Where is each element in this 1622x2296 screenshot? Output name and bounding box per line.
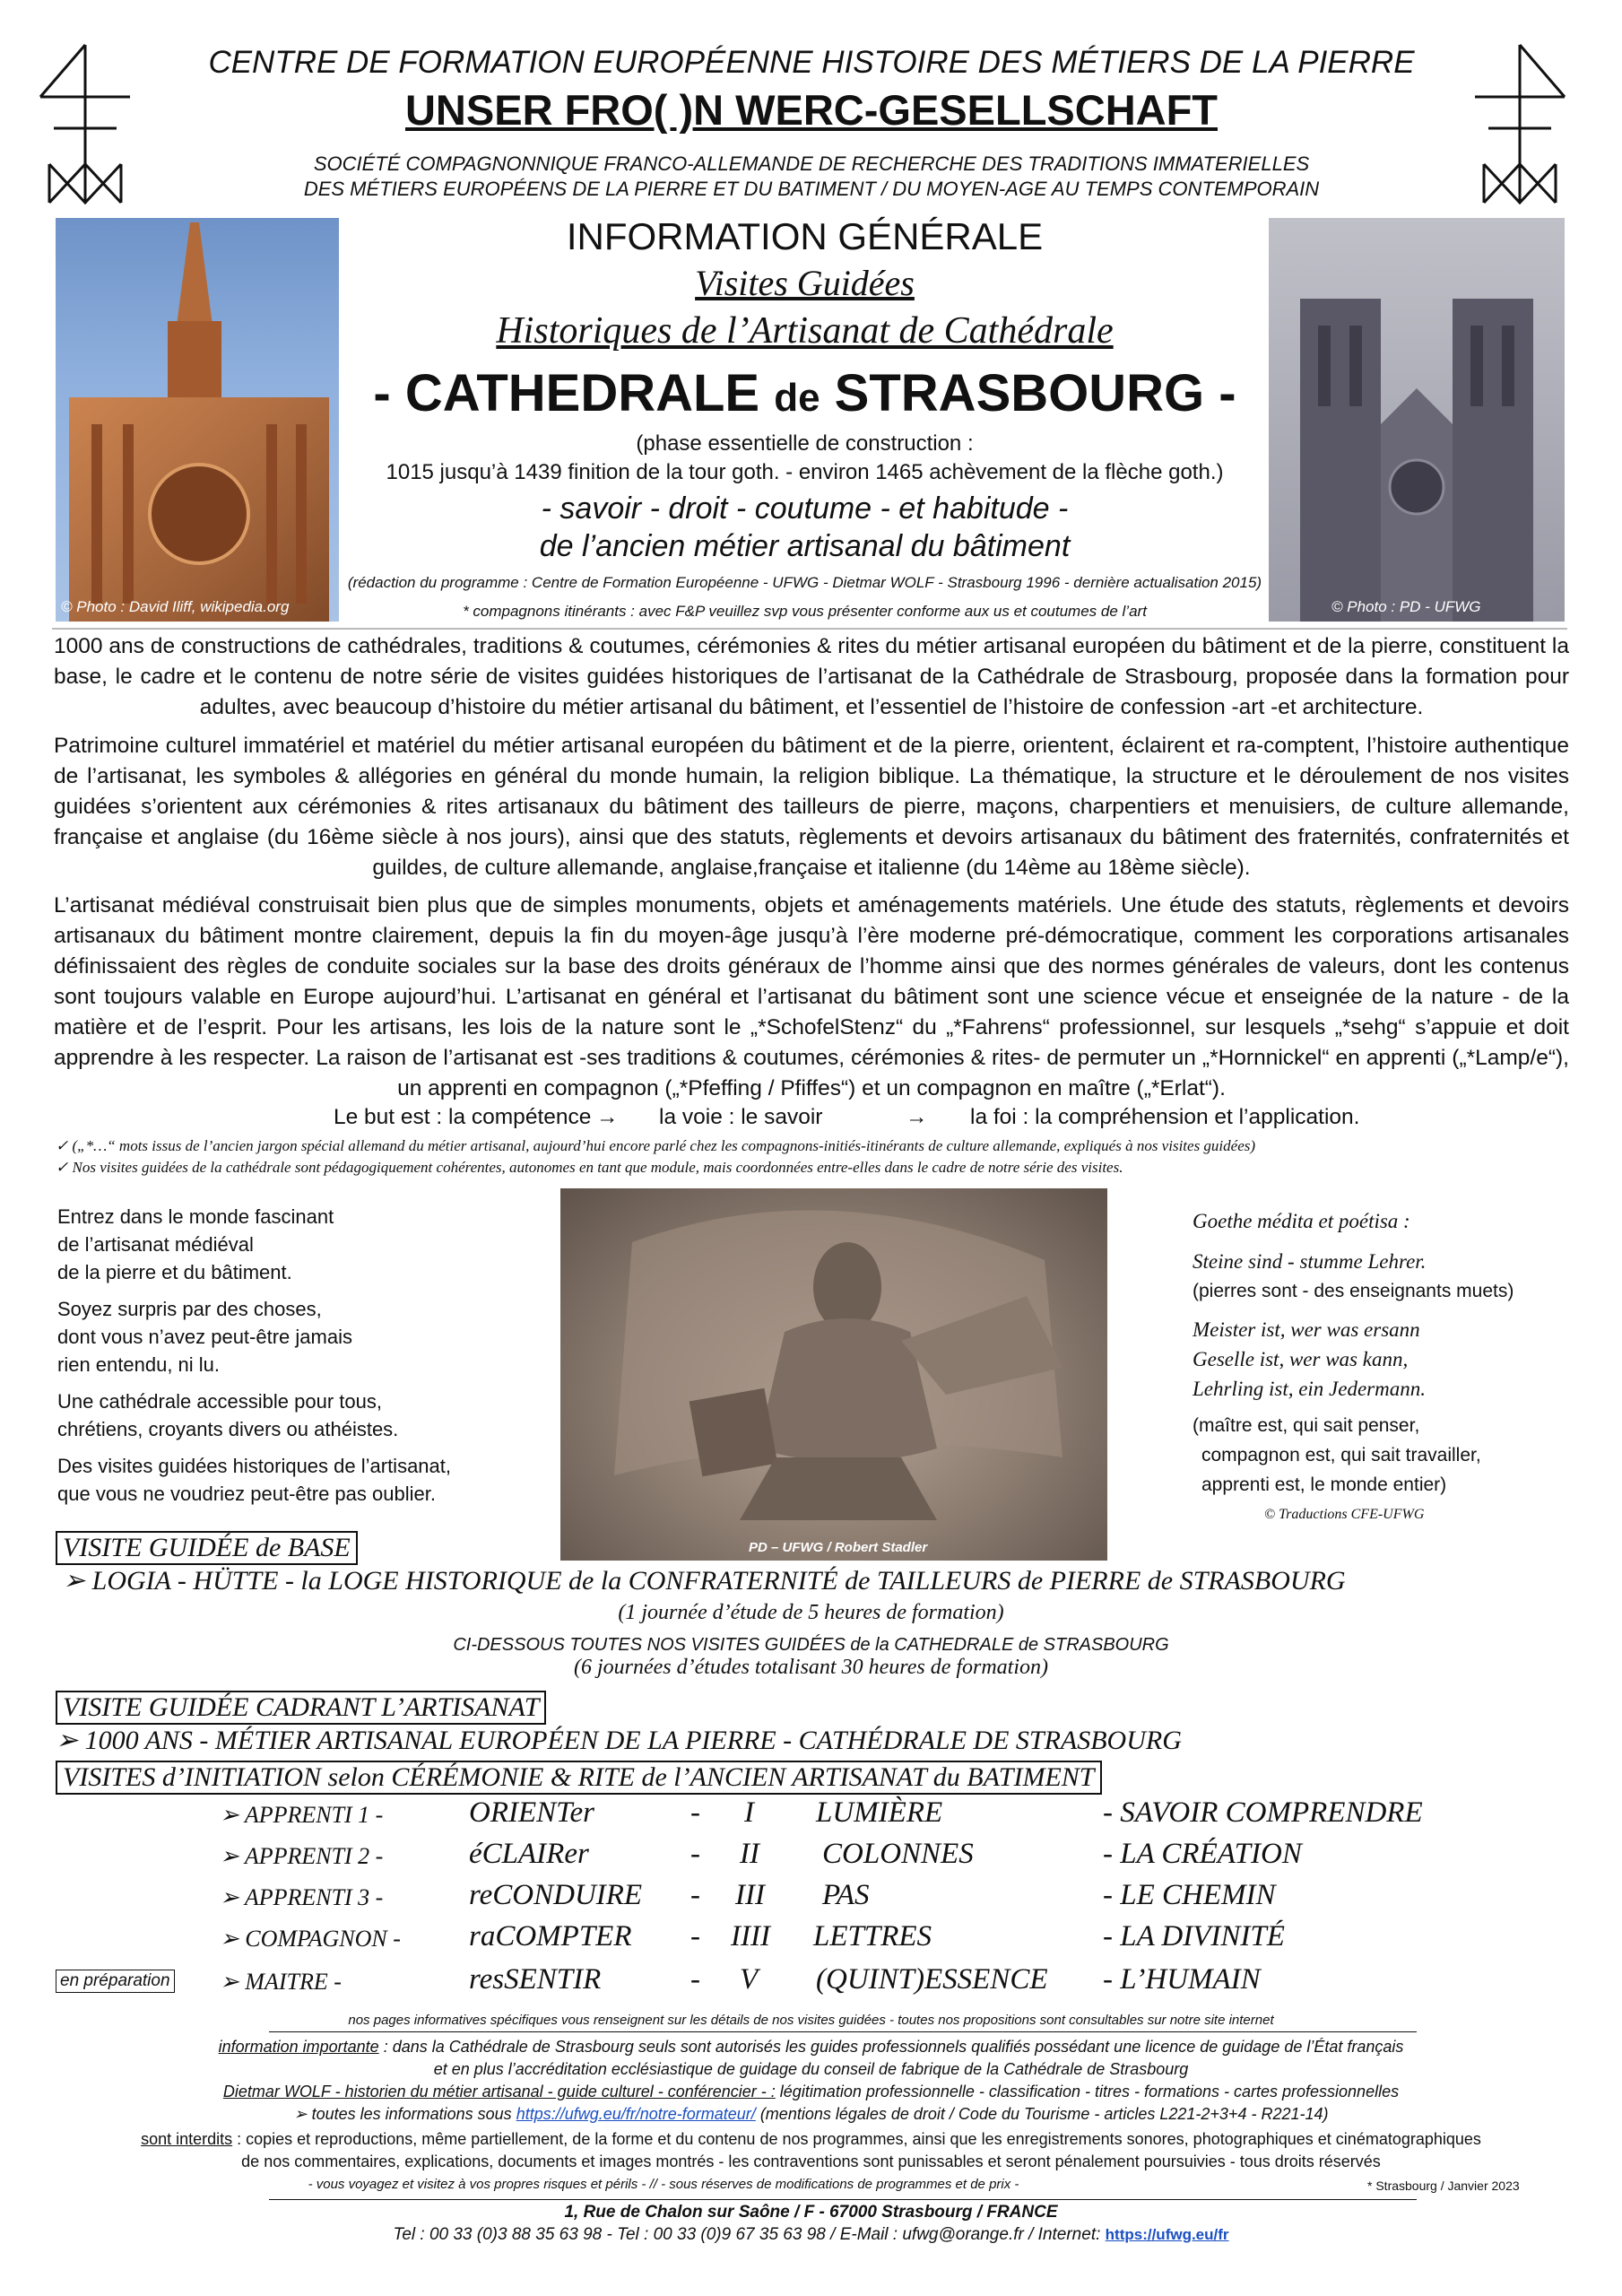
arrow-icon: →	[596, 1105, 619, 1129]
visit-grade: ➢ COMPAGNON -	[220, 1926, 401, 1952]
wolf-text: légitimation professionnelle - classification - titres - formations - cartes professionnelles	[775, 2083, 1400, 2100]
visit-verb: ORIENTer	[469, 1796, 594, 1829]
photo-right-caption: © Photo : PD - UFWG	[1331, 598, 1481, 615]
compagnons-note: * compagnons itinérants : avec F&P veuillez svp vous présenter conforme aux us et coutumes de l’art	[463, 603, 1147, 620]
footer-divider	[269, 2031, 1417, 2032]
phase-line2: 1015 jusqu’à 1439 finition de la tour goth. - environ 1465 achèvement de la flèche goth.)	[386, 460, 1224, 484]
important-text: : dans la Cathédrale de Strasbourg seuls sont autorisés les guides professionnels qualifiés possédant une licence de guidage de l’État français	[378, 2038, 1404, 2056]
visit-dash: -	[690, 1879, 700, 1911]
links-intro: ➢ toutes les informations sous	[293, 2105, 516, 2123]
visit-verb: éCLAIRer	[469, 1838, 589, 1870]
header-divider	[52, 628, 1567, 630]
footer-info: nos pages informatives spécifiques vous renseignent sur les détails de nos visites guidées - toutes nos propositions sont consultables sur notre site internet	[348, 2013, 1274, 2028]
meister-line: Meister ist, wer was ersann	[1193, 1318, 1420, 1341]
cathedral-photo-right	[1269, 218, 1565, 622]
mason-mark-left-icon	[36, 43, 134, 204]
cathedral-title	[332, 363, 1278, 423]
visit-theme: (QUINT)ESSENCE	[816, 1963, 1048, 1996]
but-savoir: la voie : le savoir	[659, 1105, 823, 1129]
goethe-rest: médita et poétisa :	[1252, 1210, 1410, 1232]
en-preparation-label: en préparation	[56, 1970, 175, 1993]
visit-dash: -	[690, 1963, 700, 1996]
visit-numeral: II	[740, 1838, 759, 1870]
formateur-link[interactable]: https://ufwg.eu/fr/notre-formateur/	[516, 2105, 756, 2123]
interdits-label: sont interdits	[141, 2130, 233, 2148]
visit-goal: - LA CRÉATION	[1103, 1838, 1302, 1870]
paragraph-1: 1000 ans de constructions de cathédrales, traditions & coutumes, cérémonies & rites du métier artisanal européen du bâtiment et de la pierre, constituent la base, le cadre et le contenu de notre série de visites guidées historiques de l’artisanat de la Cathédrale de Strasbourg, proposée dans la formation pour adultes, avec beaucoup d’histoire du métier artisanal du bâtiment, et l’essentiel de l’histoire de confession -art -et architecture.	[54, 634, 1569, 719]
phase-line1: (phase essentielle de construction :	[636, 431, 974, 456]
but-foi: la foi : la compréhension et l’application.	[970, 1105, 1360, 1129]
visit-goal: - SAVOIR COMPRENDRE	[1103, 1796, 1423, 1829]
left-line: Une cathédrale accessible pour tous,	[57, 1390, 382, 1413]
paragraph-2: Patrimoine culturel immatériel et matériel du métier artisanal européen du bâtiment et de la pierre, orientent, éclairent et ra-comptent, l’histoire authentique de l’artisanat, les symboles & allégories en général du monde humain, la religion biblique. La thématique, la structure et le déroulement de nos visites guidées s’orientent aux cérémonies & rites artisanaux du bâtiment des tailleurs de pierre, maçons, charpentiers et menuisiers, de culture allemande, française et anglaise (du 16ème siècle à nos jours), ainsi que des statuts, règlements et devoirs artisanaux du bâtiment des fraternités, confraternités et guildes, de culture allemande, anglaise,française et italienne (du 14ème au 18ème siècle).	[54, 734, 1569, 880]
translation-line: apprenti est, le monde entier)	[1201, 1474, 1447, 1495]
left-line: de l’artisanat médiéval	[57, 1233, 254, 1256]
visit-verb: resSENTIR	[469, 1963, 602, 1996]
visit-theme: PAS	[822, 1879, 870, 1911]
visit-row	[220, 1796, 1520, 1836]
lehrling-line: Lehrling ist, ein Jedermann.	[1193, 1378, 1426, 1400]
header-societe: SOCIÉTÉ COMPAGNONNIQUE FRANCO-ALLEMANDE DE RECHERCHE DES TRADITIONS IMMATERIELLES	[313, 152, 1310, 175]
visit-numeral: IIII	[731, 1920, 770, 1952]
translation-line: (maître est, qui sait penser,	[1193, 1415, 1420, 1436]
header-title: UNSER FRO( )N WERC-GESELLSCHAFT	[404, 86, 1218, 134]
visit-row	[220, 1963, 1520, 2003]
visite-cadrant-label: VISITE GUIDÉE CADRANT L’ARTISANAT	[56, 1691, 546, 1725]
footer-divider-2	[269, 2199, 1417, 2200]
paragraph-3: L’artisanat médiéval construisait bien plus que de simples monuments, objets et aménagements matériels. Une étude des statuts, règlements et devoirs artisanaux du bâtiment montre clairement, depuis la fin du moyen-âge jusqu’à l’ère moderne pré-démocratique, comment les corporations artisanales définissaient des règles de conduite sociales sur la base des droits généraux de l’homme ainsi que des normes générales de valeurs, dont les contenus sont toujours valable en Europe aujourd’hui. L’artisanat en général et l’artisanat du bâtiment sont une science vécue et enseignée de la nature - de la matière et de l’esprit. Pour les artisans, les lois de la nature sont le „*SchofelStenz“ du „*Fahrens“ professionnel, sur lesquels „*sehg“ s’appuie et doit apprendre à les respecter. La raison de l’artisanat est -ses traditions & coutumes, cérémonies & rites- de permuter un „*Hornnickel“ en apprenti („*Lamp/e“), un apprenti en compagnon („*Pfeffing / Pfiffes“) et un compagnon en maître („*Erlat“).	[54, 893, 1569, 1100]
visit-theme: LETTRES	[813, 1920, 932, 1952]
translation-credit: © Traductions CFE-UFWG	[1264, 1507, 1425, 1522]
steine-translation: (pierres sont - des enseignants muets)	[1193, 1281, 1514, 1301]
visit-dash: -	[690, 1796, 700, 1829]
steine-quote: Steine sind - stumme Lehrer.	[1193, 1250, 1427, 1273]
translation-line: compagnon est, qui sait travailler,	[1201, 1445, 1481, 1465]
visit-numeral: I	[744, 1796, 754, 1829]
info-generale: INFORMATION GÉNÉRALE	[566, 215, 1044, 257]
photo-left-caption: © Photo : David Iliff, wikipedia.org	[61, 598, 290, 615]
visit-row	[220, 1838, 1520, 1877]
footer-important	[0, 2038, 1622, 2057]
motto-line1: - savoir - droit - coutume - et habitude -	[541, 491, 1069, 526]
contact-text: Tel : 00 33 (0)3 88 35 63 98 - Tel : 00 33 (0)9 67 35 63 98 / E-Mail : ufwg@orange.fr / Internet:	[393, 2225, 1106, 2244]
goethe-name: Goethe	[1193, 1210, 1253, 1232]
arrow-icon: →	[906, 1105, 928, 1129]
wolf-label: Dietmar WOLF - historien du métier artisanal - guide culturel - conférencier - :	[222, 2083, 776, 2100]
visit-goal: - L’HUMAIN	[1103, 1963, 1261, 1996]
footer-wolf	[0, 2083, 1622, 2101]
mille-ans-visit: ➢ 1000 ANS - MÉTIER ARTISANAL EUROPÉEN DE LA PIERRE - CATHÉDRALE DE STRASBOURG	[56, 1726, 1182, 1755]
footer-address: 1, Rue de Chalon sur Saône / F - 67000 Strasbourg / FRANCE	[564, 2203, 1058, 2222]
redaction-note: (rédaction du programme : Centre de Formation Européenne - UFWG - Dietmar WOLF - Strasbourg 1996 - dernière actualisation 2015)	[347, 574, 1262, 591]
visit-theme: LUMIÈRE	[816, 1796, 943, 1829]
logia-visit: ➢ LOGIA - HÜTTE - la LOGE HISTORIQUE de la CONFRATERNITÉ de TAILLEURS de PIERRE de STRASBOURG	[63, 1566, 1346, 1596]
left-line: que vous ne voudriez peut-être pas oublier.	[57, 1483, 436, 1505]
visit-goal: - LE CHEMIN	[1103, 1879, 1276, 1911]
visites-initiation-label: VISITES d’INITIATION selon CÉRÉMONIE & RITE de l’ANCIEN ARTISANAT du BATIMENT	[56, 1761, 1102, 1795]
visit-goal: - LA DIVINITÉ	[1103, 1920, 1285, 1952]
website-link[interactable]: https://ufwg.eu/fr	[1105, 2226, 1229, 2243]
but-competence: Le but est : la compétence	[334, 1105, 592, 1129]
left-line: de la pierre et du bâtiment.	[57, 1261, 292, 1283]
visit-numeral: III	[735, 1879, 765, 1911]
cathedral-title-prefix: - CATHEDRALE	[373, 364, 775, 422]
visit-grade: ➢ APPRENTI 2 -	[220, 1843, 384, 1869]
visit-verb: raCOMPTER	[469, 1920, 632, 1952]
visit-dash: -	[690, 1838, 700, 1870]
visit-row	[220, 1920, 1520, 1960]
left-line: rien entendu, ni lu.	[57, 1353, 221, 1376]
logia-duration: (1 journée d’étude de 5 heures de formation)	[618, 1601, 1004, 1624]
important-label: information importante	[218, 2038, 379, 2056]
footer-date: * Strasbourg / Janvier 2023	[1367, 2179, 1520, 2193]
sculpture-photo	[560, 1188, 1107, 1561]
visit-theme: COLONNES	[822, 1838, 974, 1870]
visit-row	[220, 1879, 1520, 1918]
left-line: Soyez surpris par des choses,	[57, 1298, 322, 1320]
left-line: Entrez dans le monde fascinant	[57, 1205, 334, 1228]
visit-grade: ➢ APPRENTI 1 -	[220, 1802, 384, 1828]
visite-base-label: VISITE GUIDÉE de BASE	[56, 1531, 358, 1565]
ci-dessous-duration: (6 journées d’études totalisant 30 heures de formation)	[573, 1656, 1049, 1679]
geselle-line: Geselle ist, wer was kann,	[1193, 1348, 1409, 1370]
right-column	[1193, 1206, 1587, 1529]
ci-dessous-heading: CI-DESSOUS TOUTES NOS VISITES GUIDÉES de la CATHEDRALE de STRASBOURG	[453, 1635, 1169, 1655]
header-metiers: DES MÉTIERS EUROPÉENS DE LA PIERRE ET DU BATIMENT / DU MOYEN-AGE AU TEMPS CONTEMPORAIN	[303, 178, 1320, 200]
visit-grade: ➢ MAITRE -	[220, 1969, 342, 1995]
cathedral-title-de: de	[774, 376, 820, 420]
footer-contact	[0, 2225, 1622, 2245]
visites-guidees-title: Visites Guidées	[695, 263, 915, 303]
links-legal: (mentions légales de droit / Code du Tourisme - articles L221-2+3+4 - R221-14)	[755, 2105, 1329, 2123]
left-column	[57, 1203, 559, 1508]
footer-rights: de nos commentaires, explications, documents et images montrés - les contraventions sont punissables et seront pénalement poursuivies - tous droits réservés	[241, 2152, 1381, 2170]
cathedral-photo-left	[56, 218, 339, 622]
footer-risks: - vous voyagez et visitez à vos propres risques et périls - // - sous réserves de modifications de programmes et de prix -	[308, 2177, 1019, 2192]
cathedral-title-suffix: STRASBOURG -	[820, 364, 1236, 422]
footer-interdits	[0, 2130, 1622, 2149]
visit-grade: ➢ APPRENTI 3 -	[220, 1884, 384, 1910]
left-line: chrétiens, croyants divers ou athéistes.	[57, 1418, 399, 1440]
historiques-title: Historiques de l’Artisanat de Cathédrale	[496, 310, 1114, 352]
left-line: dont vous n’avez peut-être jamais	[57, 1326, 352, 1348]
interdits-text: : copies et reproductions, même partiellement, de la forme et du contenu de nos programmes, ainsi que les enregistrements sonores, photographiques et cinématographiques	[232, 2130, 1481, 2148]
sculpture-caption: PD – UFWG / Robert Stadler	[749, 1540, 928, 1555]
header-centre: CENTRE DE FORMATION EUROPÉENNE HISTOIRE DES MÉTIERS DE LA PIERRE	[208, 45, 1415, 80]
motto-line2: de l’ancien métier artisanal du bâtiment	[539, 529, 1071, 563]
jargon-note: ✓ („*…“ mots issus de l’ancien jargon spécial allemand du métier artisanal, aujourd’hui encore parlé chez les compagnons-initiés-itinérants de culture allemande, expliqués à nos visites guidées)	[56, 1137, 1256, 1154]
mason-mark-right-icon	[1470, 43, 1569, 204]
left-line: Des visites guidées historiques de l’artisanat,	[57, 1455, 452, 1477]
footer-accreditation: et en plus l’accréditation ecclésiastique de guidage du conseil de fabrique de la Cathédrale de Strasbourg	[433, 2060, 1189, 2078]
pedagogy-note: ✓ Nos visites guidées de la cathédrale sont pédagogiquement cohérentes, autonomes en tant que module, mais coordonnées entre-elles dans le cadre de notre série des visites.	[56, 1159, 1123, 1176]
footer-links	[0, 2105, 1622, 2124]
visit-numeral: V	[740, 1963, 759, 1996]
visit-dash: -	[690, 1920, 700, 1952]
visit-verb: reCONDUIRE	[469, 1879, 643, 1911]
